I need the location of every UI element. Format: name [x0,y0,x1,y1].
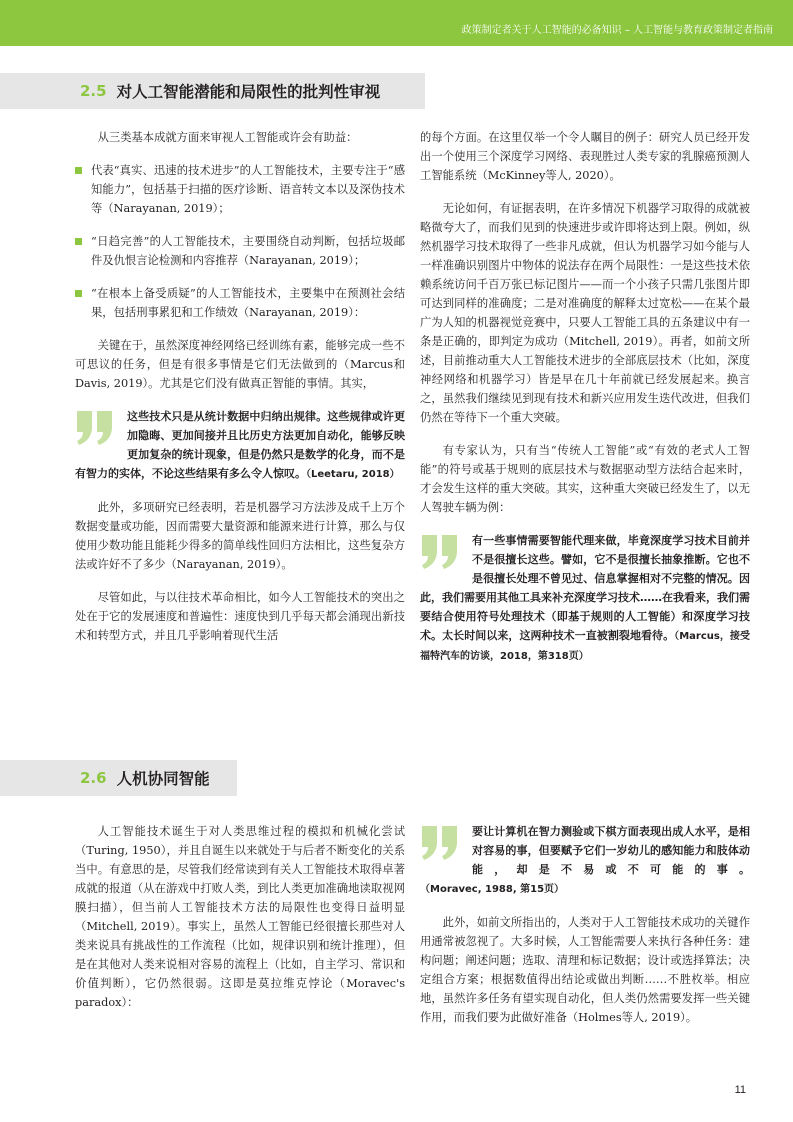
block-quote: 有一些事情需要智能代理来做，毕竟深度学习技术目前并不是很擅长这些。譬如，它不是很擅长抽象推断。它也不是很擅长处理不曾见过、信息掌握相对不完整的情况。因此，我们需要用其他工具来补充深度学习技术……在我看来，我们需要结合使用符号处理技术（即基于规则的人工智能）和深度学习技术。太长时间以来，这两种技术一直被割裂地看待。（Marcus，接受福特汽车的访谈，2018，第318页） [420,534,750,662]
bullet-square-icon [75,290,82,297]
section-2-5-right-column [420,128,750,680]
body-paragraph: 无论如何，有证据表明，在许多情况下机器学习取得的成就被略微夸大了，而我们见到的快速进步或许即将达到上限。例如，纵然机器学习技术取得了一些非凡成就，但认为机器学习如今能与人一样准确识别图片中物体的说法存在两个局限性：一是这些技术依赖系统访问千百万张已标记图片——而一个小孩子只需几张图片即可达到同样的准确度；二是对准确度的解释太过宽松——在某个最广为人知的机器视觉竞赛中，只要人工智能工具的五条建议中有一条是正确的，即判定为成功（Mitchell, 2019）。再者，如前文所述，目前推动重大人工智能技术进步的全部底层技术（比如，深度神经网络和机器学习）皆是早在几十年前就已经发展起来。换言之，虽然我们继续见到现有技术和新兴应用发生迭代改进，但我们仍然在等待下一个重大突破。 [420,202,750,424]
block-quote: 这些技术只是从统计数据中归纳出规律。这些规律或许更加隐晦、更加间接并且比历史方法更加自动化，能够反映更加复杂的统计现象，但是仍然只是数学的化身，而不是有智力的实体，不论这些结果有多么令人惊叹。（Leetaru, 2018） [75,410,405,480]
section-title: 人机协同智能 [116,770,210,788]
body-paragraph: 有专家认为，只有当“传统人工智能”或“有效的老式人工智能”的符号或基于规则的底层技术与数据驱动型方法结合起来时，才会发生这样的重大突破。其实，这种重大突破已经发生了，以无人驾驶车辆为例： [420,444,750,514]
quote-citation: （Leetaru, 2018） [306,469,400,480]
section-number: 2.5 [80,82,107,100]
quote-mark-icon [420,533,460,571]
body-paragraph: 此外，多项研究已经表明，若是机器学习方法涉及成千上万个数据变量或功能，因而需要大量资源和能源来进行计算，那么与仅使用少数功能且能耗少得多的简单线性回归方法相比，这些复杂方法或许好不了多少（Narayanan, 2019）。 [75,501,405,571]
section-number: 2.6 [80,769,107,787]
intro-paragraph: 从三类基本成就方面来审视人工智能或许会有助益： [97,131,358,144]
quote-citation: （Moravec, 1988, 第15页） [420,884,565,895]
quote-citation: （Marcus，接受福特汽车的访谈，2018，第318页） [420,631,750,662]
bullet-square-icon [75,238,82,245]
quote-mark-icon [420,824,460,862]
body-paragraph: 的每个方面。在这里仅举一个令人瞩目的例子：研究人员已经开发出一个使用三个深度学习网络、表现胜过人类专家的乳腺癌预测人工智能系统（McKinney等人, 2020）。 [420,131,750,182]
section-heading-2-6 [0,760,237,796]
body-paragraph: 关键在于，虽然深度神经网络已经训练有素，能够完成一些不可思议的任务，但是有很多事情是它们无法做到的（Marcus和Davis, 2019）。尤其是它们没有做真正智能的事情。其实， [75,339,405,390]
section-2-5-left-column [75,128,405,659]
section-2-6-right-column [420,822,750,1041]
block-quote: 要让计算机在智力测验或下棋方面表现出成人水平，是相对容易的事，但要赋予它们一岁幼儿的感知能力和肢体动能，却是不易或不可能的事。（Moravec, 1988, 第15页） [420,825,750,895]
quote-mark-icon [75,409,115,447]
list-item: 代表“真实、迅速的技术进步”的人工智能技术，主要专注于“感知能力”，包括基于扫描的医疗诊断、语音转文本以及深伪技术等（Narayanan, 2019）； [75,161,405,218]
section-2-6-left-column [75,822,405,1026]
page-number: 11 [734,1084,746,1096]
bullet-square-icon [75,167,82,174]
body-paragraph: 尽管如此，与以往技术革命相比，如今人工智能技术的突出之处在于它的发展速度和普遍性：速度快到几乎每天都会涌现出新技术和转型方式，并且几乎影响着现代生活 [75,591,405,642]
section-title: 对人工智能潜能和局限性的批判性审视 [116,83,381,101]
section-heading-2-5 [0,73,425,109]
list-item: “在根本上备受质疑”的人工智能技术，主要集中在预测社会结果，包括刑事累犯和工作绩效（Narayanan, 2019）： [75,284,405,322]
list-item: “日趋完善”的人工智能技术，主要围绕自动判断，包括垃圾邮件及仇恨言论检测和内容推荐（Narayanan, 2019）； [75,232,405,270]
body-paragraph: 此外，如前文所指出的，人类对于人工智能技术成功的关键作用通常被忽视了。大多时候，人工智能需要人来执行各种任务：建构问题；阐述问题；选取、清理和标记数据；设计或选择算法；决定组合方案；根据数值得出结论或做出判断……不胜枚举。相应地，虽然许多任务有望实现自动化，但人类仍然需要发挥一些关键作用，而我们要为此做好准备（Holmes等人, 2019）。 [420,916,750,1024]
header-bar [0,0,793,46]
body-paragraph: 人工智能技术诞生于对人类思维过程的模拟和机械化尝试（Turing, 1950），并且自诞生以来就处于与后者不断变化的关系当中。有意思的是，尽管我们经常读到有关人工智能技术取得卓著成就的报道（从在游戏中打败人类，到比人类更加准确地读取视网膜扫描），但当前人工智能技术方法的局限性也变得日益明显（Mitchell, 2019）。事实上，虽然人工智能已经很擅长那些对人类来说具有挑战性的工作流程（比如，规律识别和统计推理），但是在其他对人类来说相对容易的流程上（比如，自主学习、常识和价值判断），它仍然很弱。这即是莫拉维克悖论（Moravec's paradox）： [75,825,405,1009]
running-title: 政策制定者关于人工智能的必备知识 – 人工智能与教育政策制定者指南 [461,25,773,36]
